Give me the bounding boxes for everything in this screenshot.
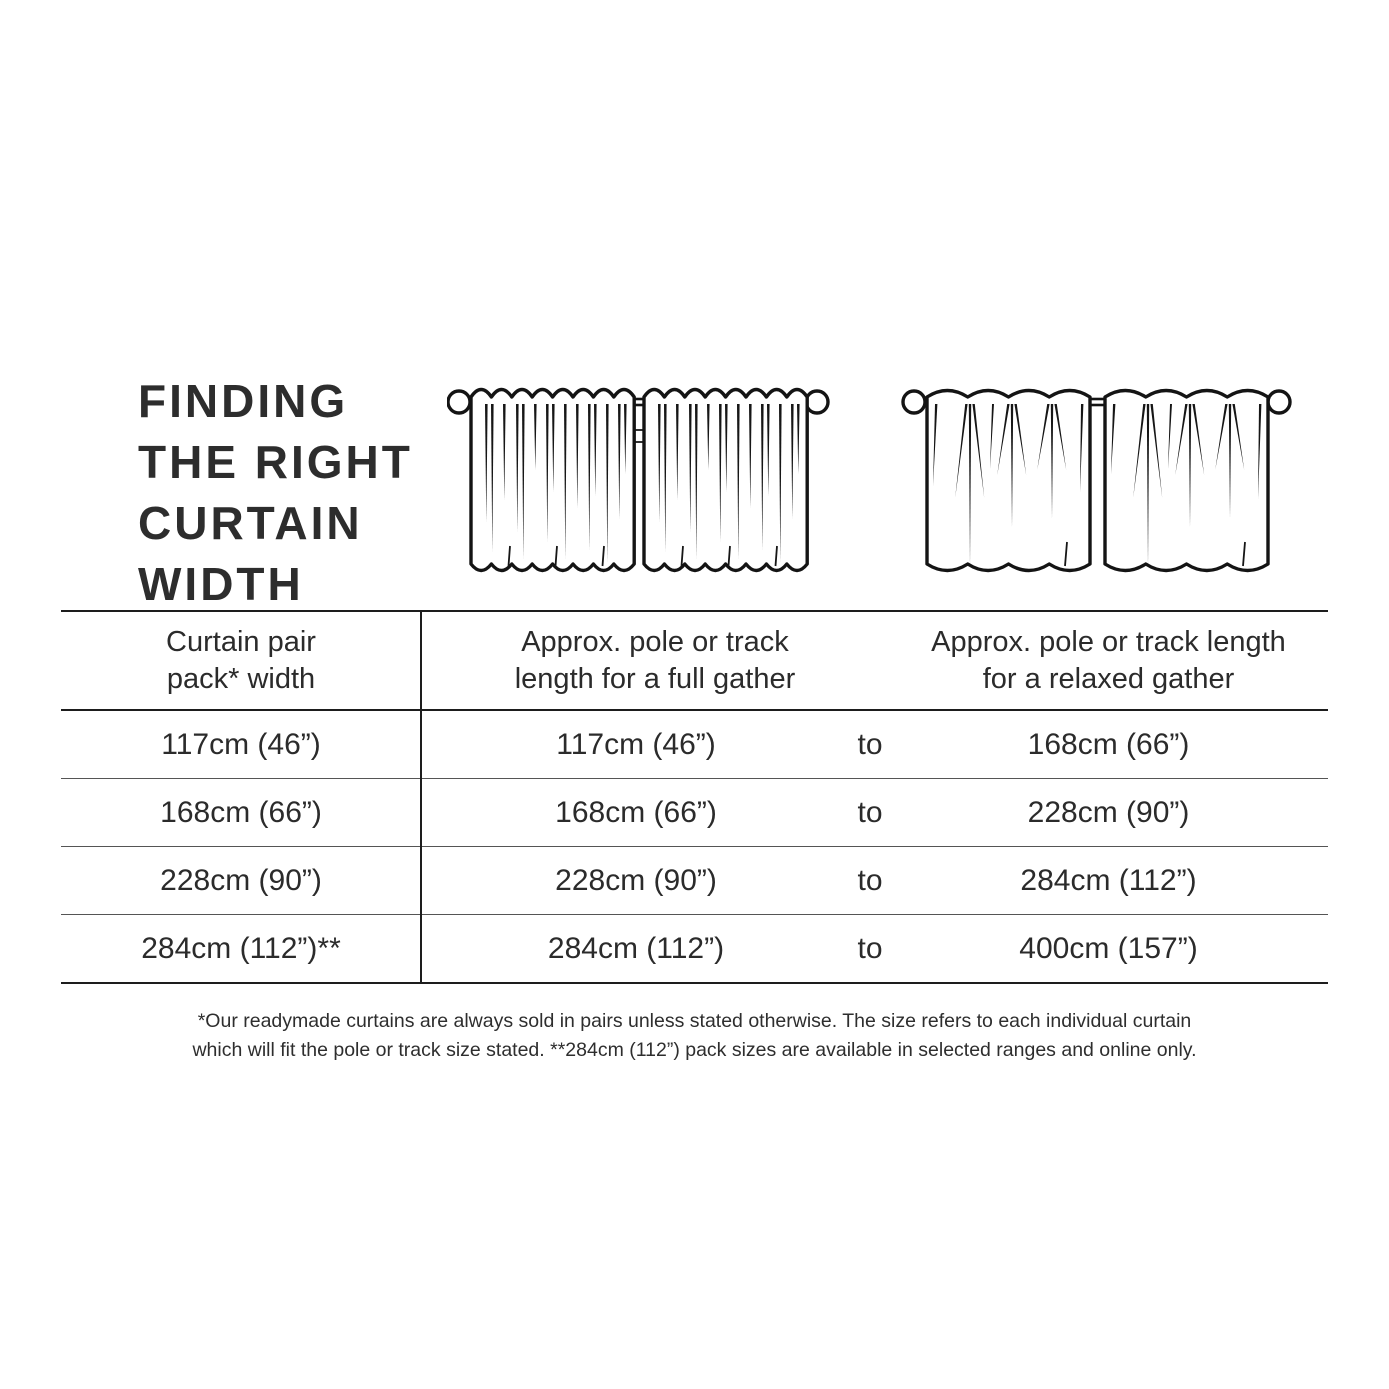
header-pack-width bbox=[61, 624, 421, 698]
page-title-line: CURTAIN bbox=[138, 497, 363, 549]
table-header-row bbox=[61, 612, 1328, 711]
curtain-pair-relaxed-gather-icon bbox=[897, 374, 1299, 589]
header-relaxed-gather bbox=[889, 624, 1328, 698]
size-table bbox=[61, 610, 1328, 984]
to-label: to bbox=[857, 795, 883, 829]
header-line: pack* width bbox=[166, 662, 316, 695]
header-line: Approx. pole or track bbox=[521, 625, 789, 658]
table-column-divider bbox=[420, 612, 422, 982]
header-full-gather bbox=[421, 624, 889, 698]
relaxed-gather-cell: 284cm (112”) bbox=[1020, 863, 1197, 897]
to-label: to bbox=[857, 863, 883, 897]
pack-width-cell: 284cm (112”)** bbox=[141, 931, 341, 965]
page-title-line: FINDING bbox=[138, 375, 349, 427]
header-line: Curtain pair bbox=[166, 625, 316, 658]
to-label: to bbox=[857, 727, 883, 761]
full-gather-cell: 284cm (112”) bbox=[547, 931, 725, 965]
table-row bbox=[61, 779, 1328, 847]
pack-width-cell: 228cm (90”) bbox=[160, 863, 322, 897]
footnote-line: *Our readymade curtains are always sold in pairs unless stated otherwise. The size refers to each individual curtain bbox=[197, 1010, 1192, 1032]
table-row bbox=[61, 847, 1328, 915]
footnote bbox=[61, 1007, 1328, 1065]
curtain-pair-full-gather-icon bbox=[447, 374, 831, 589]
relaxed-gather-cell: 228cm (90”) bbox=[1027, 795, 1190, 829]
table-row bbox=[61, 915, 1328, 982]
pack-width-cell: 168cm (66”) bbox=[160, 795, 322, 829]
page-title-line: WIDTH bbox=[138, 558, 304, 610]
pack-width-cell: 117cm (46”) bbox=[161, 727, 321, 761]
header-line: for a relaxed gather bbox=[982, 662, 1235, 695]
to-label: to bbox=[857, 931, 883, 965]
page-title-line: THE RIGHT bbox=[138, 436, 413, 488]
page-title bbox=[138, 371, 413, 615]
relaxed-gather-cell: 400cm (157”) bbox=[1019, 931, 1198, 965]
full-gather-cell: 228cm (90”) bbox=[555, 863, 717, 897]
relaxed-gather-cell: 168cm (66”) bbox=[1027, 727, 1190, 761]
full-gather-cell: 117cm (46”) bbox=[556, 727, 716, 761]
full-gather-cell: 168cm (66”) bbox=[555, 795, 717, 829]
header-line: Approx. pole or track length bbox=[931, 625, 1286, 658]
header-line: length for a full gather bbox=[514, 662, 796, 695]
footnote-line: which will fit the pole or track size stated. **284cm (112”) pack sizes are available in selected ranges and online only. bbox=[192, 1039, 1197, 1061]
table-row bbox=[61, 711, 1328, 779]
